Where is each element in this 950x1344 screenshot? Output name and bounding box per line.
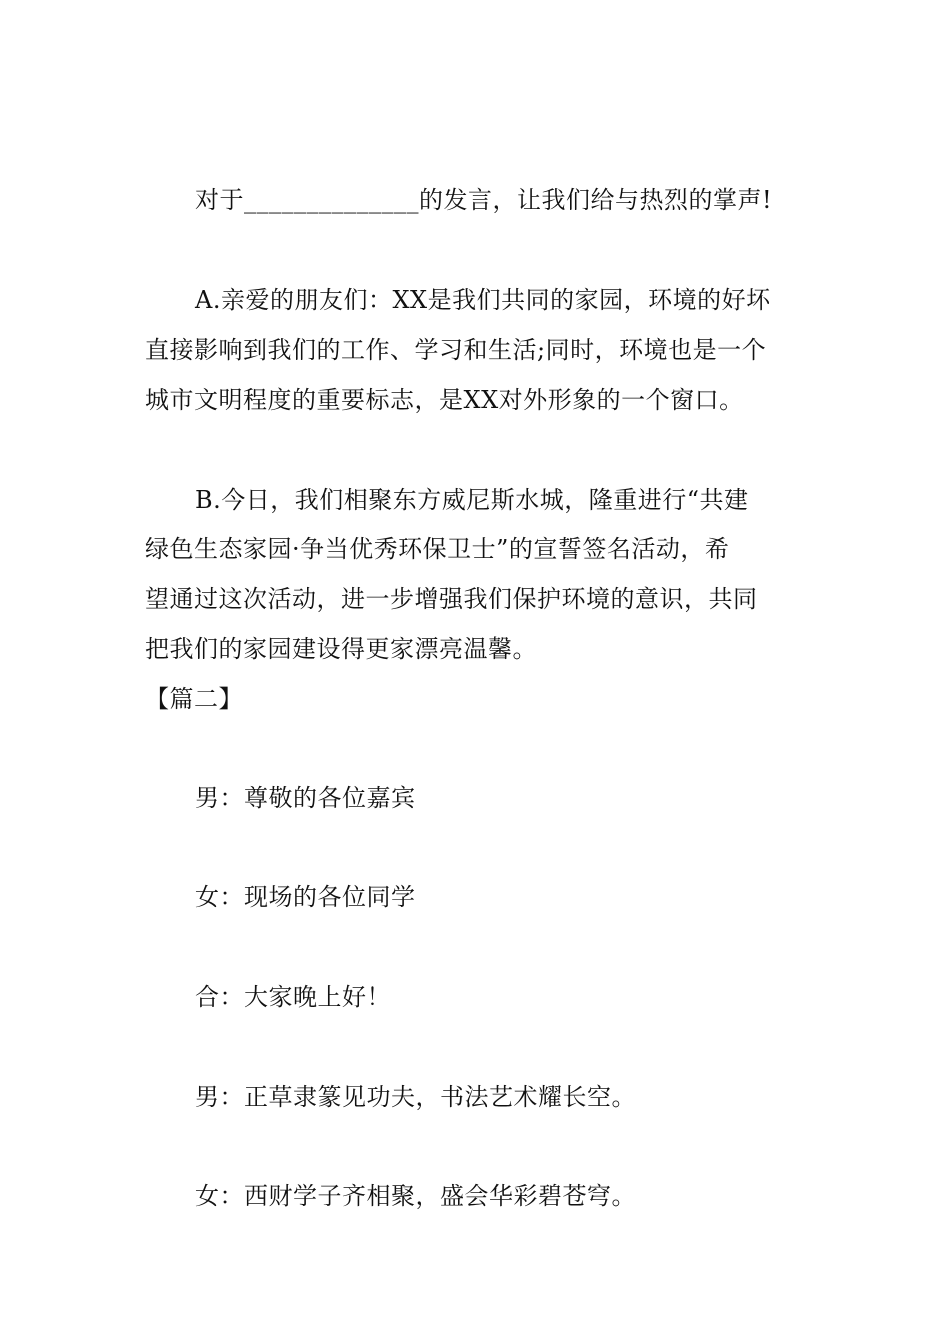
paragraph-b-line-1: B.今日，我们相聚东方威尼斯水城，隆重进行“共建 [195, 486, 749, 514]
section-heading: 【篇二】 [145, 685, 243, 713]
paragraph-a-line-1: A.亲爱的朋友们：XX是我们共同的家园，环境的好坏 [195, 286, 771, 314]
intro-line: 对于______________的发言，让我们给与热烈的掌声! [195, 186, 773, 214]
paragraph-b-line-3: 望通过这次活动，进一步增强我们保护环境的意识，共同 [145, 585, 758, 613]
dialogue-line-5: 女：西财学子齐相聚，盛会华彩碧苍穹。 [195, 1182, 636, 1210]
paragraph-b-line-2: 绿色生态家园·争当优秀环保卫士”的宣誓签名活动，希 [145, 535, 730, 563]
dialogue-line-4: 男：正草隶篆见功夫，书法艺术耀长空。 [195, 1083, 636, 1111]
dialogue-line-3: 合：大家晚上好！ [195, 983, 391, 1011]
paragraph-a-line-2: 直接影响到我们的工作、学习和生活;同时，环境也是一个 [145, 336, 767, 364]
paragraph-a-line-3: 城市文明程度的重要标志，是XX对外形象的一个窗口。 [145, 386, 744, 414]
dialogue-line-1: 男：尊敬的各位嘉宾 [195, 784, 416, 812]
dialogue-line-2: 女：现场的各位同学 [195, 883, 416, 911]
paragraph-b-line-4: 把我们的家园建设得更家漂亮温馨。 [145, 635, 537, 663]
